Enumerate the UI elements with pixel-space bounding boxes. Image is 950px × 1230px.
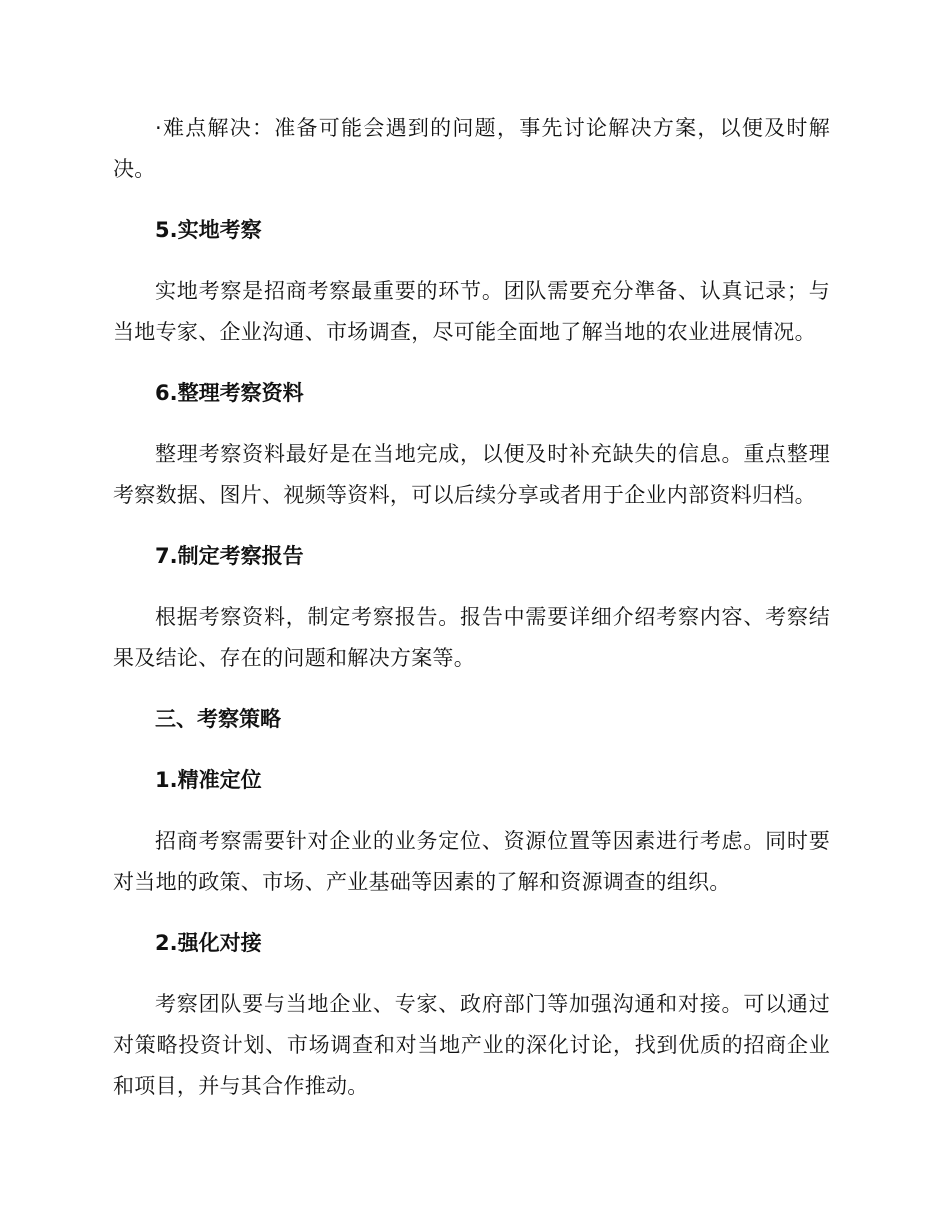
heading-organize-materials: 6.整理考察资料 bbox=[155, 381, 304, 405]
paragraph-precise-positioning: 招商考察需要针对企业的业务定位、资源位置等因素进行考虑。同时要对当地的政策、市场、产业基础等因素的了解和资源调查的组织。 bbox=[113, 829, 830, 894]
paragraph-field-inspection: 实地考察是招商考察最重要的环节。团队需要充分準备、认真记录；与当地专家、企业沟通、市场调查，尽可能全面地了解当地的农业进展情况。 bbox=[113, 279, 830, 344]
paragraph-organize-materials: 整理考察资料最好是在当地完成，以便及时补充缺失的信息。重点整理考察数据、图片、视频等资料，可以后续分享或者用于企业内部资料归档。 bbox=[113, 442, 830, 507]
heading-strengthen-connection: 2.强化对接 bbox=[155, 931, 262, 955]
document-body bbox=[113, 108, 830, 1107]
heading-inspection-strategy: 三、考察策略 bbox=[155, 707, 281, 731]
heading-inspection-report: 7.制定考察报告 bbox=[155, 544, 304, 568]
heading-precise-positioning: 1.精准定位 bbox=[155, 768, 262, 792]
paragraph-inspection-report: 根据考察资料，制定考察报告。报告中需要详细介绍考察内容、考察结果及结论、存在的问题和解决方案等。 bbox=[113, 605, 830, 670]
paragraph-difficulty-solution: ·难点解决：准备可能会遇到的问题，事先讨论解决方案，以便及时解决。 bbox=[113, 116, 830, 181]
heading-field-inspection: 5.实地考察 bbox=[155, 218, 262, 242]
paragraph-strengthen-connection: 考察团队要与当地企业、专家、政府部门等加强沟通和对接。可以通过对策略投资计划、市场调查和对当地产业的深化讨论，找到优质的招商企业和项目，并与其合作推动。 bbox=[113, 992, 830, 1098]
